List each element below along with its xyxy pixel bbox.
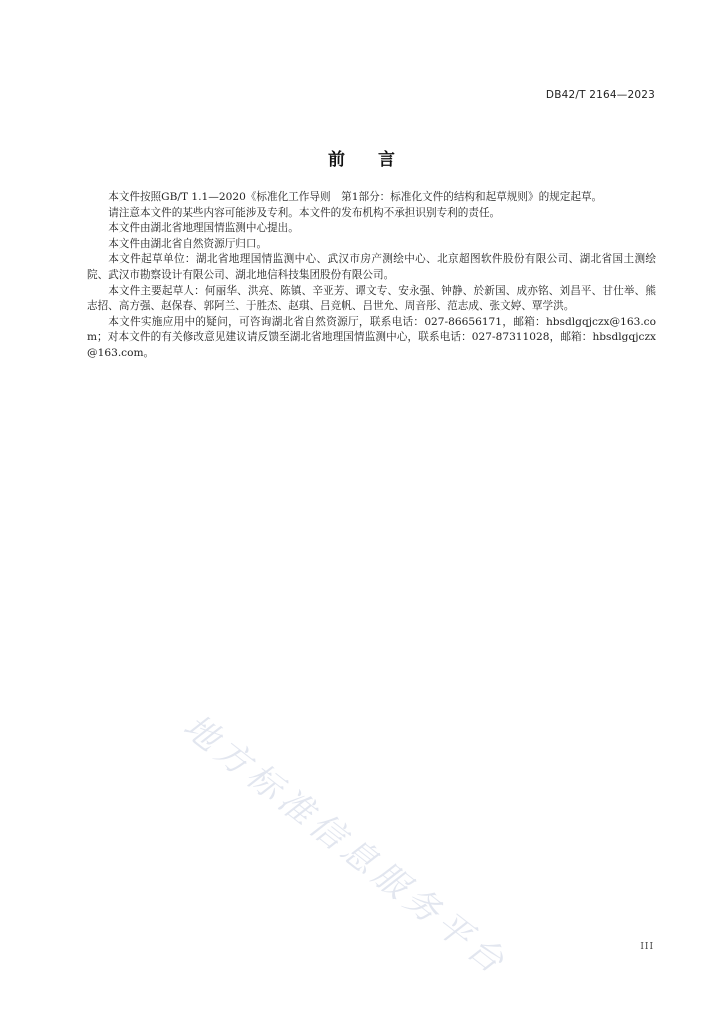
- paragraph-contact: 本文件实施应用中的疑问，可咨询湖北省自然资源厅，联系电话：027-86656171，邮箱：hbsdlgqjczx@163.com；对本文件的有关修改意见建议请反馈至湖北省地理国情监测中心，联系电话：027-87311028，邮箱：hbsdlgqjczx@163.com。: [87, 315, 656, 359]
- paragraph-drafting-rules: 本文件按照GB/T 1.1—2020《标准化工作导则 第1部分：标准化文件的结构和起草规则》的规定起草。: [108, 191, 603, 203]
- title-part-1: 前: [328, 150, 346, 170]
- paragraph-proposer: 本文件由湖北省地理国情监测中心提出。: [108, 222, 299, 235]
- paragraph-administrator: 本文件由湖北省自然资源厅归口。: [108, 237, 268, 250]
- standard-code: DB42/T 2164—2023: [545, 89, 655, 101]
- paragraph-drafting-units: 本文件起草单位：湖北省地理国情监测中心、武汉市房产测绘中心、北京超图软件股份有限公司、湖北省国土测绘院、武汉市勘察设计有限公司、湖北地信科技集团股份有限公司。: [87, 253, 656, 281]
- page-number: III: [640, 942, 654, 952]
- foreword-body: [87, 190, 656, 362]
- paragraph-drafters: 本文件主要起草人：何丽华、洪亮、陈镇、辛亚芳、谭文专、安永强、钟静、於新国、成亦铭、刘昌平、甘仕举、熊志招、高方强、赵保春、郭阿兰、于胜杰、赵琪、吕竞帆、吕世允、周音彤、范志成、张文婷、覃学洪。: [87, 284, 656, 313]
- title-part-2: 言: [378, 150, 396, 170]
- paragraph-patent-notice: 请注意本文件的某些内容可能涉及专利。本文件的发布机构不承担识别专利的责任。: [108, 206, 501, 219]
- page-title: [0, 145, 724, 170]
- watermark: 地方标准信息服务平台: [175, 706, 516, 985]
